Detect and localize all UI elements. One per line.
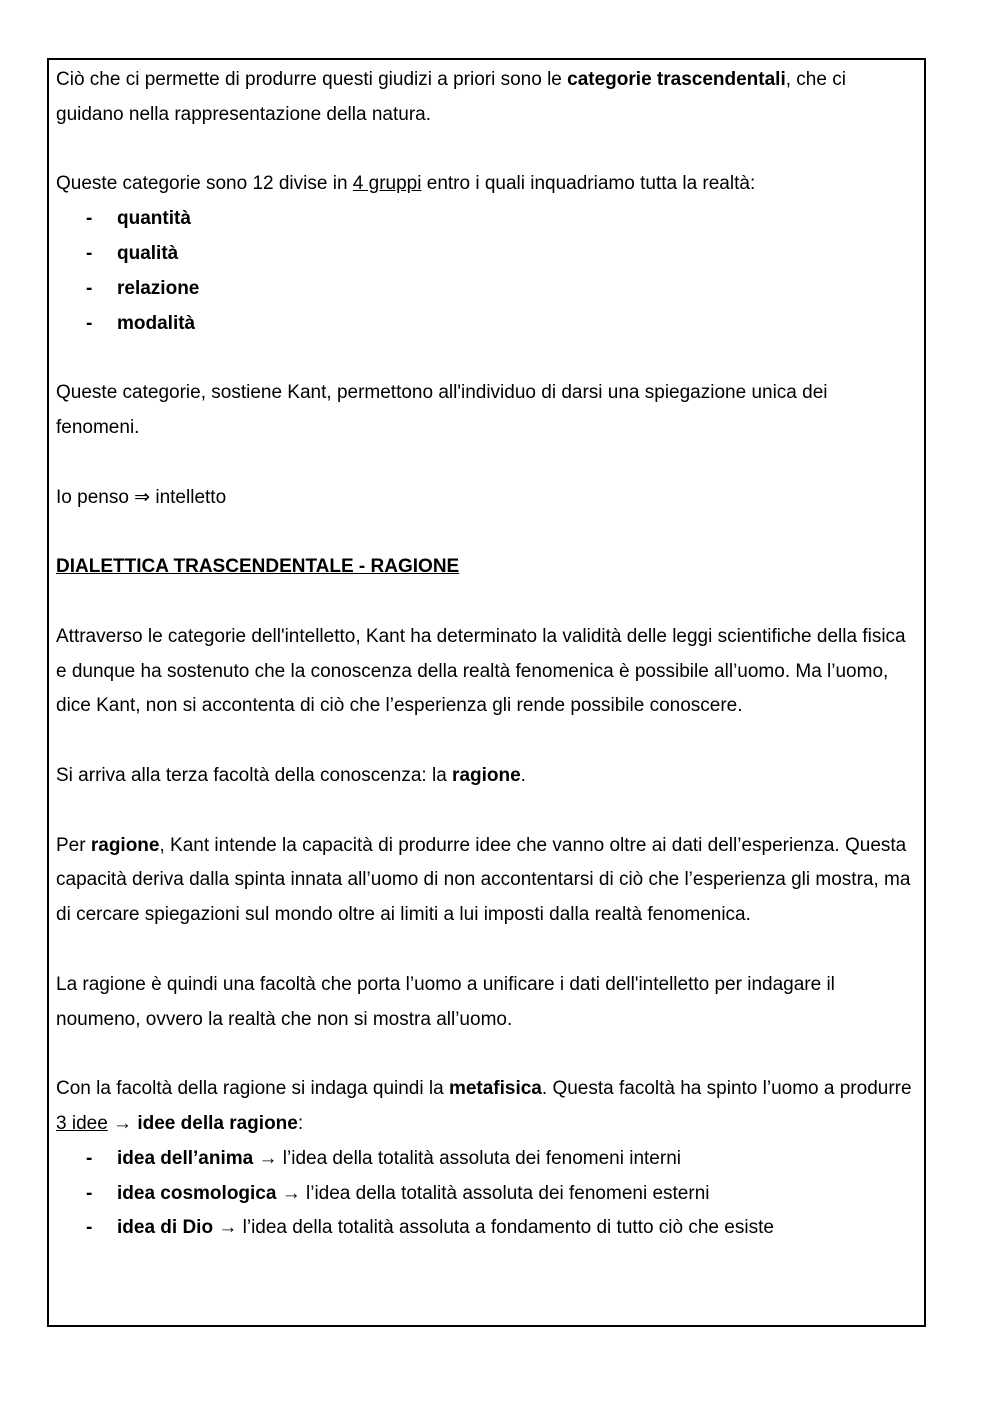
text-run: Queste categorie sono 12 divise in xyxy=(56,173,353,195)
text-run: , che ci guidano nella rappresentazione della natura. xyxy=(56,69,846,125)
text-run: entro i quali inquadriamo tutta la realtà: xyxy=(421,173,756,195)
blank-line xyxy=(56,585,916,620)
paragraph-terza-facolta xyxy=(56,759,916,794)
text-run: . xyxy=(520,764,526,786)
arrow-text: → xyxy=(107,1112,138,1134)
dash-bullet: - xyxy=(86,277,93,299)
list-item xyxy=(56,237,916,272)
text-run: Per xyxy=(56,834,91,856)
bold-term: ragione xyxy=(90,834,160,856)
underlined-term: 3 idee xyxy=(56,1112,108,1134)
dash-bullet: - xyxy=(86,208,93,230)
section-heading: DIALETTICA TRASCENDENTALE - RAGIONE xyxy=(56,556,460,578)
dash-bullet: - xyxy=(86,312,93,334)
blank-line xyxy=(56,446,916,481)
idea-name: idea dell’anima xyxy=(117,1147,254,1169)
paragraph-ragione-definizione xyxy=(56,829,916,933)
bold-term: ragione xyxy=(452,764,521,786)
dash-bullet: - xyxy=(86,1147,93,1169)
category-group-list xyxy=(56,202,916,341)
paragraph-metafisica xyxy=(56,1072,916,1142)
text-run: Si arriva alla terza facoltà della conoscenza: la xyxy=(56,764,453,786)
category-name: relazione xyxy=(117,277,200,299)
text-run: , Kant intende la capacità di produrre idee che vanno oltre ai dati dell’esperienza. Questa capacità deriva dalla spinta innata all’uomo di non accontentarsi di ciò che l’esperienza gli mostra, ma di cercare spiegazioni sul mondo oltre ai limiti a lui imposti dalla realtà fenomenica. xyxy=(56,834,911,926)
list-item xyxy=(56,1177,916,1212)
list-item xyxy=(56,202,916,237)
list-item xyxy=(56,1211,916,1246)
category-name: quantità xyxy=(117,208,191,230)
paragraph-spiegazione: Queste categorie, sostiene Kant, permettono all'individuo di darsi una spiegazione unica dei fenomeni. xyxy=(56,382,828,438)
text-run: : xyxy=(297,1112,304,1134)
text-run: Ciò che ci permette di produrre questi giudizi a priori sono le xyxy=(56,69,568,90)
blank-line xyxy=(56,133,916,168)
blank-line xyxy=(56,794,916,829)
list-item xyxy=(56,307,916,342)
dash-bullet: - xyxy=(86,1217,93,1239)
idea-name: idea cosmologica xyxy=(117,1182,277,1204)
paragraph-noumeno: La ragione è quindi una facoltà che porta l’uomo a unificare i dati dell'intelletto per indagare il noumeno, ovvero la realtà che non si mostra all’uomo. xyxy=(56,973,835,1030)
bold-term: metafisica xyxy=(448,1078,542,1100)
underlined-term: 4 gruppi xyxy=(352,173,422,195)
idea-description: → l’idea della totalità assoluta a fondamento di tutto ciò che esiste xyxy=(213,1217,774,1239)
blank-line xyxy=(56,515,916,550)
bold-term: categorie trascendentali xyxy=(567,69,786,90)
text-run: . Questa facoltà ha spinto l’uomo a produrre xyxy=(541,1078,912,1100)
category-name: qualità xyxy=(117,242,179,264)
idea-name: idea di Dio xyxy=(117,1217,214,1239)
document-body xyxy=(56,63,916,1246)
paragraph-intelletto: Attraverso le categorie dell'intelletto, Kant ha determinato la validità delle leggi scientifiche della fisica e dunque ha sostenuto che la conoscenza della realtà fenomenica è possibile all’uomo. Ma l’uomo, dice Kant, non si accontenta di ciò che l’esperienza gli rende possibile conoscere. xyxy=(56,625,906,717)
blank-line xyxy=(56,724,916,759)
bold-term: idee della ragione xyxy=(137,1112,298,1134)
blank-line xyxy=(56,341,916,376)
dash-bullet: - xyxy=(86,1182,93,1204)
dash-bullet: - xyxy=(86,242,93,264)
category-name: modalità xyxy=(117,312,196,334)
blank-line xyxy=(56,933,916,968)
ideas-list xyxy=(56,1142,916,1246)
text-run: Con la facoltà della ragione si indaga quindi la xyxy=(56,1078,449,1100)
paragraph-categorie-trascendentali xyxy=(56,63,916,133)
idea-description: → l’idea della totalità assoluta dei fenomeni interni xyxy=(253,1147,681,1169)
blank-line xyxy=(56,1037,916,1072)
list-item xyxy=(56,1142,916,1177)
paragraph-gruppi xyxy=(56,167,916,202)
idea-description: → l’idea della totalità assoluta dei fenomeni esterni xyxy=(276,1182,710,1204)
paragraph-io-penso: Io penso ⇒ intelletto xyxy=(56,486,227,508)
list-item xyxy=(56,272,916,307)
